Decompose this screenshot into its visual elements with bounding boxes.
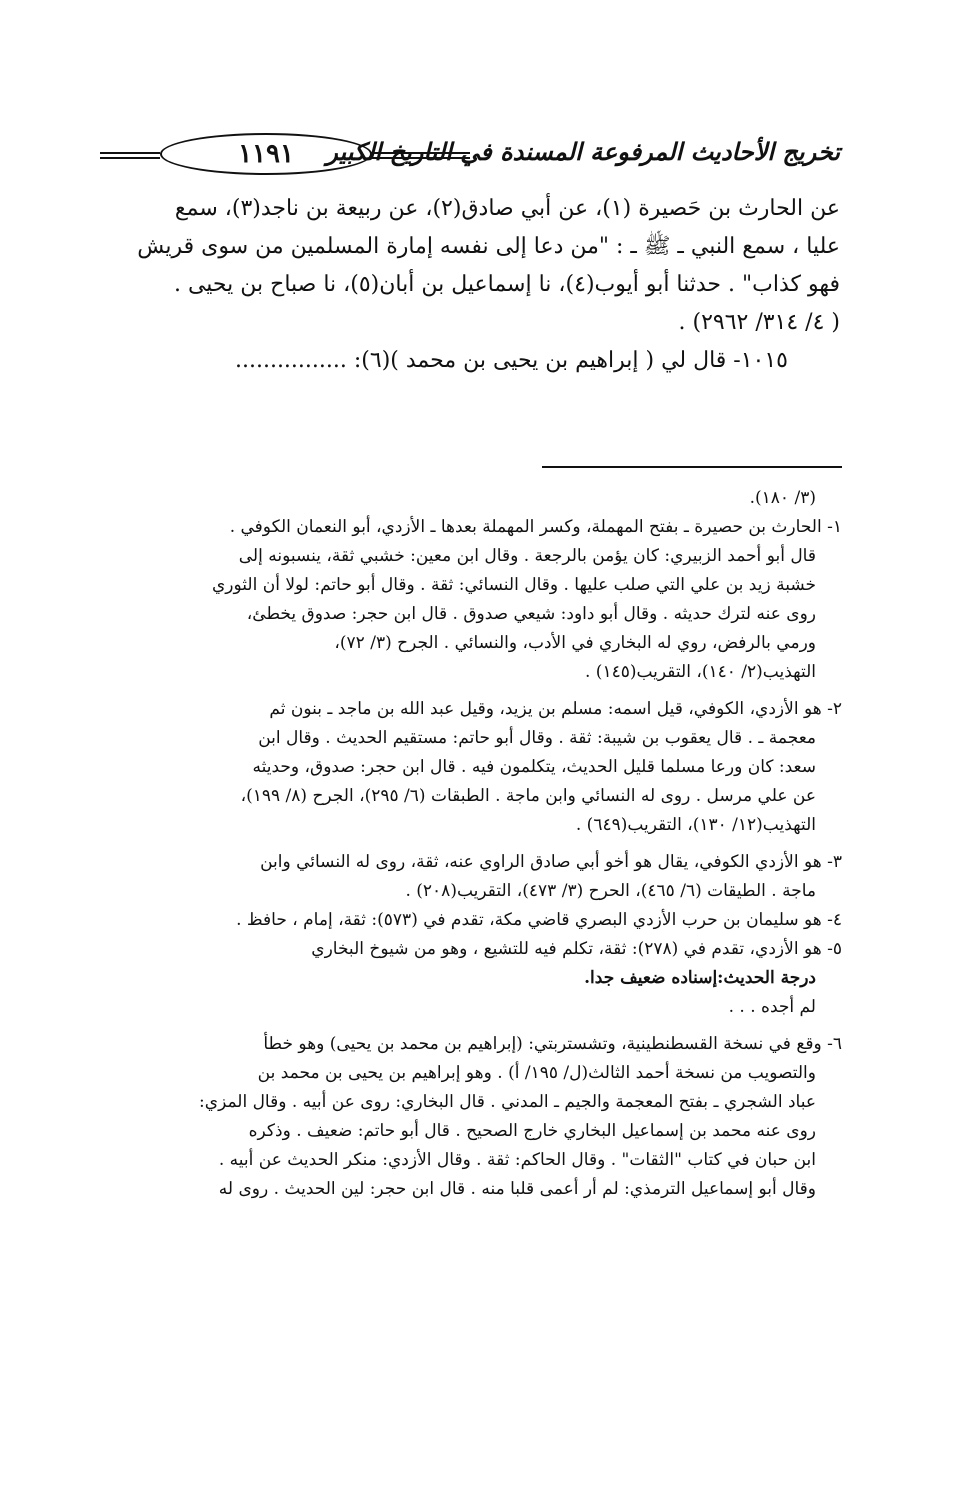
footnotes bbox=[100, 484, 842, 1204]
footnote-line: روى عنه محمد بن إسماعيل البخاري خارج الصحيح . قال أبو حاتم: ضعيف . وذكره bbox=[248, 1121, 816, 1141]
footnote-line: ورمي بالرفض، روي له البخاري في الأدب، والنسائي . الجرح (٣/ ٧٢)، bbox=[334, 633, 816, 653]
footnote-line: روى عنه لترك حديثه . وقال أبو داود: شيعي صدوق . قال ابن حجر: صدوق يخطئ، bbox=[246, 604, 816, 624]
book-title: تخريج الأحاديث المرفوعة المسندة في التاريخ الكبير bbox=[326, 137, 840, 166]
footnote-line: ابن حبان في كتاب "الثقات" . وقال الحاكم: ثقة . وقال الأزدي: منكر الحديث عن أبيه . bbox=[218, 1150, 816, 1170]
main-text bbox=[100, 190, 840, 380]
footnote-line: التهذيب(٢/ ١٤٠)، التقريب(١٤٥) . bbox=[585, 662, 816, 682]
footnote-line: وقال أبو إسماعيل الترمذي: لم أر أعمى قلبا منه . قال ابن حجر: لين الحديث . روى له bbox=[218, 1179, 816, 1199]
footnote-line: ١- الحارث بن حصيرة ـ بفتح المهملة، وكسر المهملة بعدها ـ الأزدي، أبو النعمان الكوفي . bbox=[229, 517, 842, 537]
footnote-line: والتصويب من نسخة أحمد الثالث(ل/ ١٩٥/ أ) . وهو إبراهيم بن يحيى بن محمد بن bbox=[257, 1063, 816, 1083]
footnote-line: قال أبو أحمد الزبيري: كان يؤمن بالرجعة . وقال ابن معين: خشبي ثقة، ينسبونه إلى bbox=[238, 546, 816, 566]
footnote-line: عباد الشجري ـ بفتح المعجمة والجيم ـ المدني . قال البخاري: روى عن أبيه . وقال المزي: bbox=[199, 1092, 816, 1112]
footnote-line: ٣- هو الأزدي الكوفي، يقال هو أخو أبي صادق الراوي عنه، ثقة، روى له النسائي وابن bbox=[260, 852, 842, 872]
footnote-intro: (٣/ ١٨٠). bbox=[749, 488, 816, 508]
footnote-line: التهذيب(١٢/ ١٣٠)، التقريب(٦٤٩) . bbox=[575, 815, 816, 835]
header-rule-left bbox=[100, 152, 160, 159]
page-header bbox=[100, 133, 840, 177]
main-line: عن الحارث بن حَصيرة (١)، عن أبي صادق(٢)، عن ربيعة بن ناجد(٣)، سمع bbox=[174, 196, 840, 221]
header-rule bbox=[370, 152, 470, 159]
page-number-badge: ١١٩١ bbox=[160, 133, 372, 175]
footnote-line: ٦- وقع في نسخة القسطنطينية، وتشستربتي: (إبراهيم بن محمد بن يحيى) وهو خطأ bbox=[263, 1034, 842, 1054]
main-line: فهو كذاب" . حدثنا أبو أيوب(٤)، نا إسماعيل بن أبان(٥)، نا صباح بن يحيى . bbox=[173, 272, 840, 297]
footnote-separator bbox=[542, 466, 842, 468]
footnote-line: ٥- هو الأزدي، تقدم في (٢٧٨): ثقة، تكلم فيه للتشيع ، وهو من شيوخ البخاري bbox=[311, 939, 842, 959]
hadith-entry: ١٠١٥- قال لي ( إبراهيم بن يحيى بن محمد )(٦): ................ bbox=[234, 348, 788, 373]
footnote-line: ٢- هو الأزدي، الكوفي، قيل اسمه: مسلم بن يزيد، وقيل عبد الله بن ماجد ـ بنون ثم bbox=[269, 699, 842, 719]
footnote-line: عن علي مرسل . روى له النسائي وابن ماجة . الطبقات (٦/ ٢٩٥)، الجرح (٨/ ١٩٩)، bbox=[240, 786, 816, 806]
main-line: عليا ، سمع النبي ـ ﷺ ـ : "من دعا إلى نفسه إمارة المسلمين من سوى قريش bbox=[137, 234, 840, 259]
hadith-grade: درجة الحديث:إسناده ضعيف جدا. bbox=[584, 968, 816, 988]
footnote-line: سعد: كان ورعا مسلما قليل الحديث، يتكلمون فيه . قال ابن حجر: صدوق، وحديثه bbox=[252, 757, 816, 777]
not-found-note: لم أجده . . . bbox=[728, 997, 816, 1017]
footnote-line: ماجة . الطيقات (٦/ ٤٦٥)، الحرح (٣/ ٤٧٣)، التقريب(٢٠٨) . bbox=[405, 881, 816, 901]
footnote-line: خشبة زيد بن علي التي صلب عليها . وقال النسائي: ثقة . وقال أبو حاتم: لولا أن الثوري bbox=[211, 575, 816, 595]
footnote-line: معجمة ـ . قال يعقوب بن شيبة: ثقة . وقال أبو حاتم: مستقيم الحديث . وقال ابن bbox=[258, 728, 816, 748]
footnote-line: ٤- هو سليمان بن حرب الأزدي البصري قاضي مكة، تقدم في (٥٧٣): ثقة، إمام ، حافظ . bbox=[236, 910, 842, 930]
citation-line: ( ٤/ ٣١٤/ ٢٩٦٢) . bbox=[678, 310, 840, 335]
